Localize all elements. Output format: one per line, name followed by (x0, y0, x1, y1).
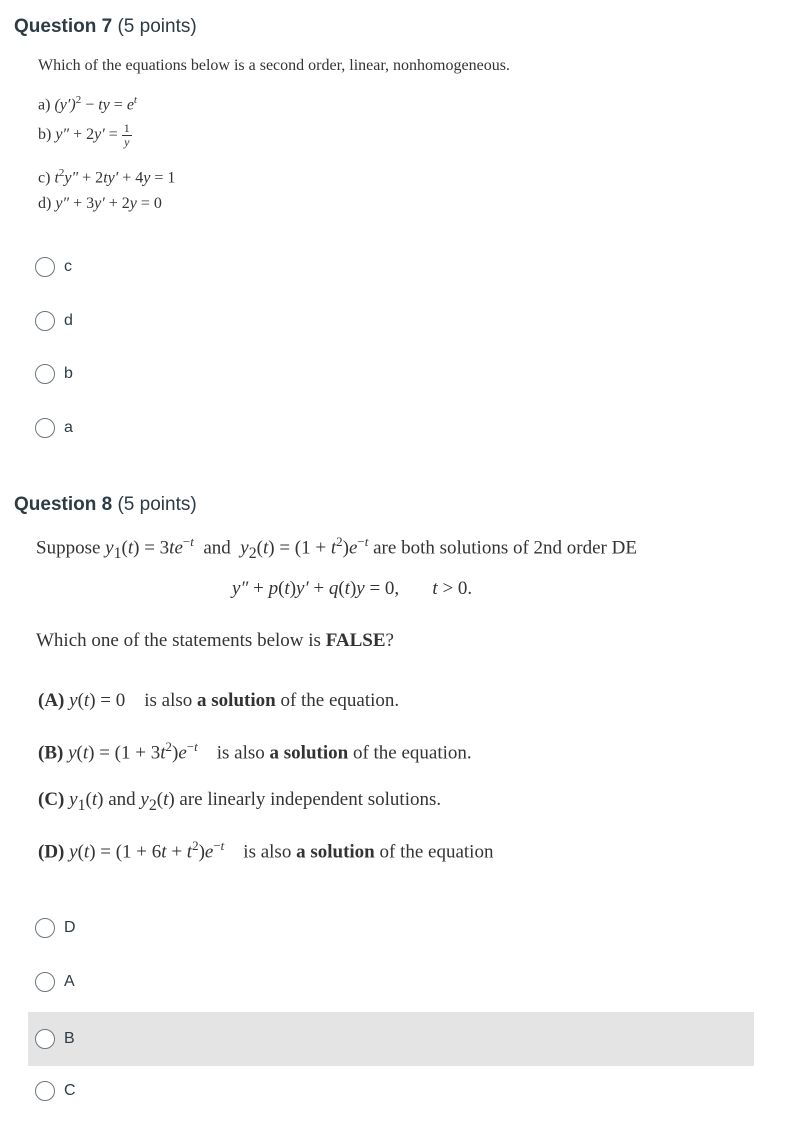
question-8-header (14, 494, 197, 516)
equation-c-label: c) (38, 169, 51, 187)
equation-a-label: a) (38, 96, 51, 114)
question-8-prompt: Which one of the statements below is FALSE? (36, 630, 394, 651)
radio-button[interactable] (35, 418, 55, 438)
radio-button[interactable] (35, 311, 55, 331)
equation-b-label: b) (38, 126, 52, 144)
radio-button[interactable] (35, 364, 55, 384)
statement-c: (C) $y_1(t)$ and $y_2(t)$ are linearly independent solutions. (38, 789, 442, 814)
radio-button[interactable] (35, 257, 55, 277)
question-7-header (14, 16, 197, 38)
statement-a-letter: (A) (38, 690, 65, 711)
radio-button[interactable] (35, 1029, 55, 1049)
question-7-title: Question 7 (14, 16, 113, 37)
statement-b-letter: (B) (38, 742, 64, 764)
premise-rest: are both solutions of 2nd order DE (373, 537, 637, 559)
option-label: b (64, 365, 73, 382)
option-label: c (64, 258, 72, 275)
q8-option-a[interactable] (28, 955, 754, 1009)
q7-option-a[interactable] (28, 401, 754, 455)
question-7-prompt: Which of the equations below is a second order, linear, nonhomogeneous. (38, 57, 510, 74)
statement-a: (A) y(t) = 0 is also a solution of the equation. (38, 690, 400, 711)
q7-option-b[interactable] (28, 347, 754, 401)
question-8-points: (5 points) (117, 494, 197, 515)
radio-button[interactable] (35, 918, 55, 938)
q7-option-c[interactable] (28, 240, 754, 294)
q8-option-b[interactable] (28, 1012, 754, 1066)
question-8-title: Question 8 (14, 494, 113, 515)
q8-option-c[interactable] (28, 1064, 754, 1118)
option-label: d (64, 312, 73, 329)
equation-d: d) y″ + 3y′ + 2y = 0 (38, 195, 162, 212)
radio-button[interactable] (35, 1081, 55, 1101)
option-label: A (64, 973, 75, 990)
question-8-premise: Suppose $y_1(t) = 3te^{-t}$ and $y_2(t) = (1 + t^2)e^{-t}$ are both solutions of 2nd order DE (36, 534, 637, 563)
statement-c-letter: (C) (38, 789, 65, 810)
radio-button[interactable] (35, 972, 55, 992)
statement-d: (D) $y(t) = (1 + 6t + t^2)e^{-t}$ is also a solution of the equation (38, 838, 494, 863)
premise-and: and (203, 537, 231, 559)
option-label: a (64, 419, 73, 436)
equation-b: b) y″ + 2y′ = $\frac{1}{y}$ (38, 121, 130, 149)
q7-option-d[interactable] (28, 294, 754, 348)
option-label: D (64, 919, 76, 936)
question-7-points: (5 points) (117, 16, 197, 37)
equation-c: c) $t^2y'' + 2ty' + 4y = 1$ (38, 167, 176, 187)
option-label: B (64, 1030, 75, 1047)
false-emphasis: FALSE (325, 630, 386, 651)
equation-a: a) $(y')^2$ − ty = $e^t$ (38, 94, 137, 114)
equation-d-label: d) (38, 195, 52, 212)
statement-b: (B) $y(t) = (1 + 3t^2)e^{-t}$ is also a solution of the equation. (38, 739, 472, 764)
option-label: C (64, 1082, 76, 1099)
q8-option-d[interactable] (28, 901, 754, 955)
statement-d-letter: (D) (38, 841, 65, 863)
differential-equation: y″ + p(t)y′ + q(t)y = 0, t > 0. (232, 578, 473, 599)
premise-suppose: Suppose (36, 537, 101, 559)
